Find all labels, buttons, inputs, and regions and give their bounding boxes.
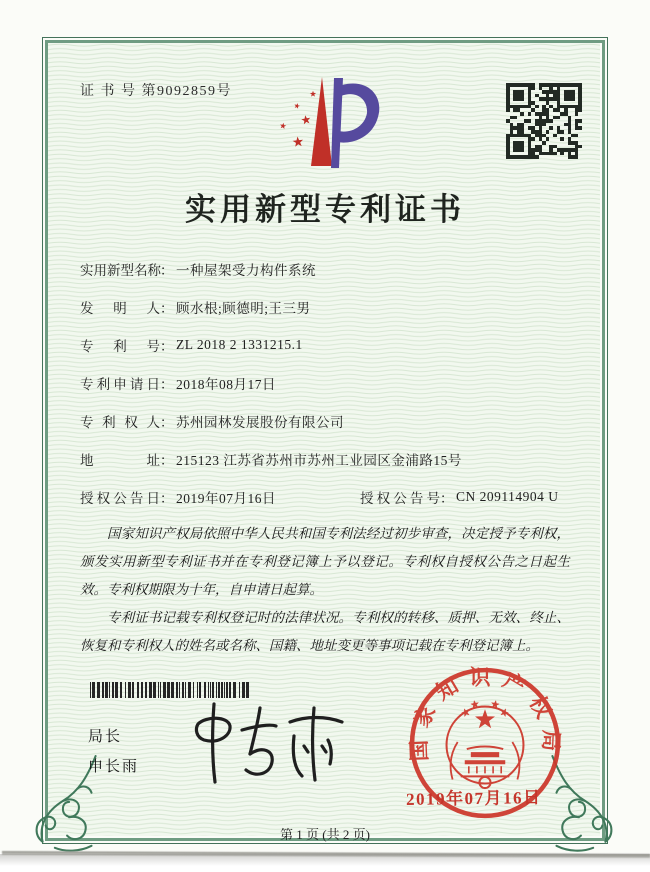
- field-label: 专利申请日: [80, 377, 160, 392]
- director-name: 申长雨: [88, 759, 140, 775]
- director-block: [88, 722, 139, 782]
- legal-text: [80, 520, 570, 660]
- field-value: 苏州园林发展股份有限公司: [176, 415, 344, 430]
- field-colon: ：: [440, 491, 454, 506]
- field-value: 215123 江苏省苏州市苏州工业园区金浦路15号: [176, 453, 462, 468]
- field-colon: ：: [160, 301, 174, 316]
- qr-code: [506, 83, 582, 159]
- field-row-patent-no: [80, 326, 580, 364]
- field-row-grant-date: [80, 478, 580, 516]
- field-value: 顾水根;顾德明;王三男: [176, 301, 311, 316]
- cnipa-logo-icon: [270, 74, 390, 172]
- field-value: 一种屋架受力构件系统: [176, 263, 316, 278]
- field-value: ZL 2018 2 1331215.1: [176, 337, 303, 352]
- field-label: 实用新型名称: [80, 263, 161, 278]
- field-label: 发明人: [80, 301, 160, 316]
- field-colon: ：: [160, 415, 174, 430]
- field-row-address: [80, 440, 580, 478]
- national-emblem-icon: [447, 700, 524, 788]
- field-label: 授权公告日: [80, 491, 160, 506]
- field-colon: ：: [160, 377, 174, 392]
- field-row-inventor: [80, 288, 580, 326]
- field-label: 专利权人: [80, 415, 160, 430]
- field-list: [80, 250, 580, 516]
- field-colon: ：: [160, 491, 174, 506]
- field-value: 2018年08月17日: [176, 377, 276, 392]
- field-colon: ：: [160, 453, 174, 468]
- field-label: 专利号: [80, 339, 160, 354]
- field-label: 授权公告号: [360, 491, 440, 506]
- handwritten-signature-icon: [182, 696, 352, 791]
- body-paragraph-1: 国家知识产权局依照中华人民共和国专利法经过初步审查，决定授予专利权，颁发实用新型专利证书并在专利登记簿上予以登记。专利权自授权公告之日起生效。专利权期限为十年，自申请日起算。: [80, 526, 570, 597]
- seal-text: 国家知识产权局: [406, 665, 564, 762]
- field-value: CN 209114904 U: [456, 489, 559, 504]
- paper-drop-shadow: [0, 854, 650, 870]
- field-label: 地址: [80, 453, 160, 468]
- certificate-title: 实用新型专利证书: [185, 192, 465, 227]
- seal-date: 2019年07月16日: [405, 788, 542, 809]
- field-colon: ：: [160, 339, 174, 354]
- field-row-name: [80, 250, 580, 288]
- certificate-number: 证 书 号 第9092859号: [80, 84, 232, 99]
- field-value: 2019年07月16日: [176, 491, 276, 506]
- field-row-filing-date: [80, 364, 580, 402]
- field-colon: ：: [160, 263, 174, 278]
- page-indicator: 第 1 页 (共 2 页): [280, 827, 370, 842]
- director-title: 局长: [88, 729, 123, 745]
- field-pair-grant-number: [360, 478, 559, 516]
- body-paragraph-2: 专利证书记载专利权登记时的法律状况。专利权的转移、质押、无效、终止、恢复和专利权人的姓名或名称、国籍、地址变更等事项记载在专利登记簿上。: [80, 610, 570, 653]
- field-row-patentee: [80, 402, 580, 440]
